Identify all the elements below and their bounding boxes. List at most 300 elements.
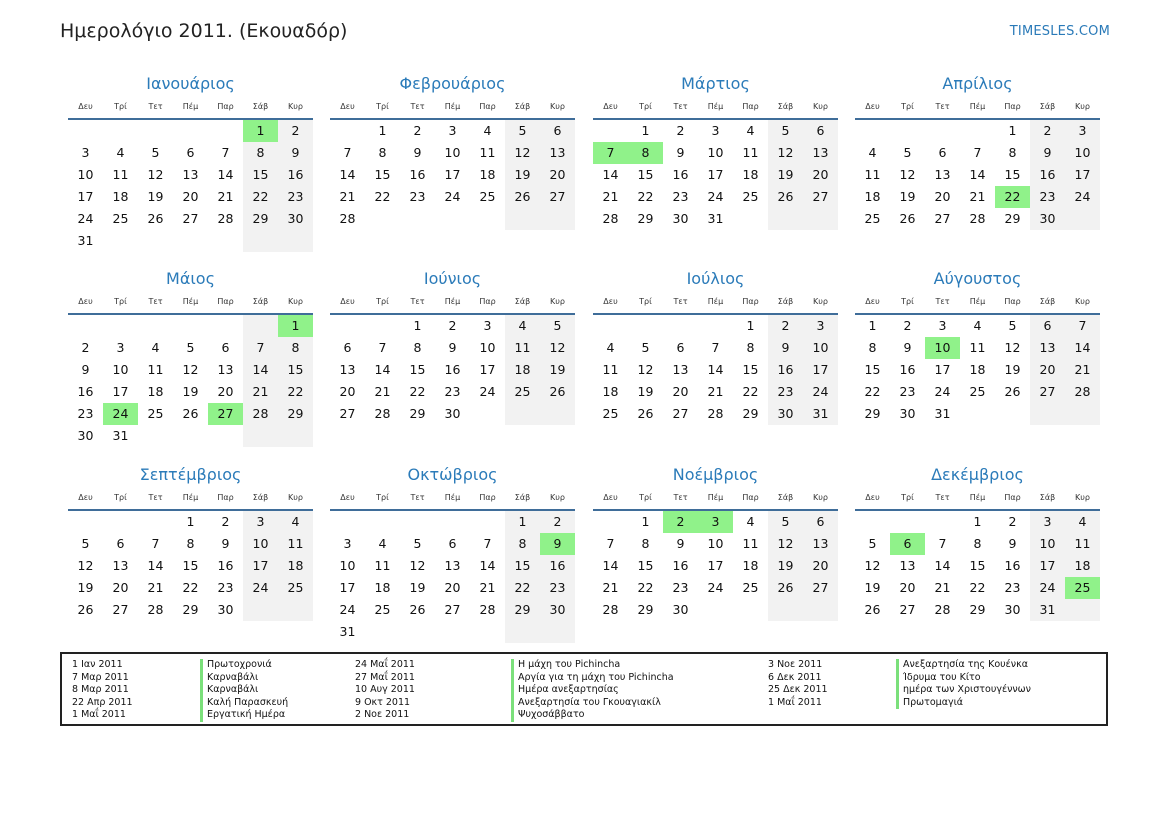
day-cell: 7 (151, 536, 160, 551)
weekday-header: Τετ (410, 297, 425, 306)
empty-cell (540, 403, 575, 425)
day-cell: 16 (672, 167, 689, 182)
day-cell: 14 (217, 167, 234, 182)
day-cell: 9 (903, 340, 912, 355)
weekday-header: Πέμ (969, 493, 986, 502)
day-cell: 2 (81, 340, 90, 355)
month-name: Σεπτέμβριος (139, 465, 242, 484)
empty-cell (505, 621, 540, 643)
day-cell: 30 (672, 602, 689, 617)
empty-cell (768, 599, 803, 621)
day-cell: 14 (374, 362, 391, 377)
day-cell: 15 (1004, 167, 1021, 182)
day-cell: 29 (637, 602, 654, 617)
day-cell: 21 (374, 384, 391, 399)
day-cell: 29 (182, 602, 199, 617)
day-cell: 19 (409, 580, 426, 595)
month-name: Μάιος (166, 269, 215, 288)
weekday-header: Σάβ (1039, 297, 1056, 306)
day-cell: 20 (339, 384, 356, 399)
day-cell: 6 (803, 511, 838, 533)
day-cell: 12 (409, 558, 426, 573)
day-cell: 15 (409, 362, 426, 377)
day-cell: 18 (742, 167, 759, 182)
empty-cell (890, 511, 925, 533)
holiday-day-cell: 27 (208, 403, 243, 425)
day-cell: 1 (413, 318, 422, 333)
weekday-header: Τρί (376, 102, 389, 111)
day-cell: 18 (147, 384, 164, 399)
holiday-date: 25 Δεκ 2011 (768, 684, 828, 696)
holiday-day-cell: 6 (890, 533, 925, 555)
empty-cell (698, 599, 733, 621)
empty-cell (68, 315, 103, 337)
day-cell: 14 (339, 167, 356, 182)
weekday-header: Σάβ (1039, 102, 1056, 111)
holiday-date: 1 Μαΐ 2011 (72, 709, 126, 721)
empty-cell (470, 403, 505, 425)
day-cell: 13 (182, 167, 199, 182)
holiday-day-cell: 22 (995, 186, 1030, 208)
empty-cell (593, 315, 628, 337)
day-cell: 15 (278, 359, 313, 381)
day-cell: 4 (151, 340, 160, 355)
day-cell: 28 (339, 211, 356, 226)
day-cell: 13 (899, 558, 916, 573)
month-block (68, 463, 313, 621)
day-cell: 23 (444, 384, 461, 399)
weekday-header: Πέμ (969, 102, 986, 111)
weekday-header: Τετ (673, 493, 688, 502)
day-cell: 16 (672, 558, 689, 573)
weekday-header: Πέμ (707, 493, 724, 502)
day-cell: 18 (278, 555, 313, 577)
month-name: Μάρτιος (681, 74, 750, 93)
weekday-header: Παρ (217, 493, 234, 502)
day-cell: 18 (505, 359, 540, 381)
day-cell: 18 (1065, 555, 1100, 577)
empty-cell (855, 120, 890, 142)
legend-dates-2 (355, 659, 415, 722)
legend-dates-1 (72, 659, 133, 722)
page-title: Ημερολόγιο 2011. (Εκουαδόρ) (60, 20, 348, 42)
day-cell: 11 (969, 340, 986, 355)
day-cell: 8 (278, 337, 313, 359)
day-cell: 15 (505, 555, 540, 577)
holiday-day-cell: 24 (103, 403, 138, 425)
weekday-header: Δευ (78, 297, 93, 306)
day-cell: 4 (746, 514, 755, 529)
holiday-date: 6 Δεκ 2011 (768, 671, 822, 683)
day-cell: 26 (637, 406, 654, 421)
holiday-name: Αργία για τη μάχη του Pichincha (511, 672, 674, 685)
weekday-header: Δευ (340, 102, 355, 111)
site-link[interactable]: TIMESLES.COM (1009, 24, 1110, 39)
day-cell: 21 (243, 381, 278, 403)
day-cell: 22 (864, 384, 881, 399)
day-cell: 31 (707, 211, 724, 226)
day-cell: 23 (1004, 580, 1021, 595)
day-cell: 19 (1004, 362, 1021, 377)
empty-cell (995, 403, 1030, 425)
day-cell: 1 (746, 318, 755, 333)
day-cell: 30 (672, 211, 689, 226)
day-cell: 7 (973, 145, 982, 160)
day-cell: 24 (1065, 186, 1100, 208)
empty-cell (68, 511, 103, 533)
empty-cell (138, 511, 173, 533)
day-cell: 10 (479, 340, 496, 355)
day-cell: 23 (409, 189, 426, 204)
weekday-header: Τετ (148, 493, 163, 502)
weekday-header: Πέμ (707, 102, 724, 111)
weekday-header: Δευ (865, 493, 880, 502)
empty-cell (855, 511, 890, 533)
weekday-header: Πέμ (969, 297, 986, 306)
day-cell: 15 (864, 362, 881, 377)
day-cell: 28 (934, 602, 951, 617)
day-cell: 12 (147, 167, 164, 182)
empty-cell (698, 315, 733, 337)
day-cell: 25 (278, 577, 313, 599)
empty-cell (138, 425, 173, 447)
weekday-header: Κυρ (288, 493, 303, 502)
weekday-header: Τρί (639, 493, 652, 502)
day-cell: 5 (868, 536, 877, 551)
month-block (855, 463, 1100, 621)
day-cell: 7 (483, 536, 492, 551)
day-cell: 12 (637, 362, 654, 377)
day-cell: 9 (1008, 536, 1017, 551)
empty-cell (733, 208, 768, 230)
day-cell: 16 (444, 362, 461, 377)
holiday-name: Πρωτοχρονιά (200, 659, 288, 672)
empty-cell (733, 599, 768, 621)
day-cell: 2 (1030, 120, 1065, 142)
day-cell: 4 (483, 123, 492, 138)
day-cell: 18 (374, 580, 391, 595)
day-cell: 29 (505, 599, 540, 621)
day-cell: 3 (483, 318, 492, 333)
day-cell: 19 (540, 359, 575, 381)
month-block (330, 463, 575, 643)
day-cell: 22 (278, 381, 313, 403)
day-cell: 20 (899, 580, 916, 595)
weekday-header: Παρ (217, 102, 234, 111)
day-cell: 13 (1030, 337, 1065, 359)
day-cell: 21 (217, 189, 234, 204)
weekday-header: Κυρ (550, 102, 565, 111)
empty-cell (330, 511, 365, 533)
day-cell: 18 (864, 189, 881, 204)
empty-cell (435, 208, 470, 230)
day-cell: 24 (77, 211, 94, 226)
day-cell: 29 (409, 406, 426, 421)
day-cell: 8 (505, 533, 540, 555)
day-cell: 17 (803, 359, 838, 381)
day-cell: 2 (676, 123, 685, 138)
day-cell: 31 (934, 406, 951, 421)
day-cell: 17 (479, 362, 496, 377)
day-cell: 1 (378, 123, 387, 138)
day-cell: 29 (742, 406, 759, 421)
weekday-header: Δευ (865, 297, 880, 306)
weekday-header: Σάβ (777, 493, 794, 502)
day-cell: 23 (672, 189, 689, 204)
holiday-day-cell: 8 (628, 142, 663, 164)
day-cell: 1 (1008, 123, 1017, 138)
day-cell: 21 (1065, 359, 1100, 381)
day-cell: 30 (540, 599, 575, 621)
day-cell: 8 (186, 536, 195, 551)
day-cell: 12 (77, 558, 94, 573)
day-cell: 21 (479, 580, 496, 595)
day-cell: 17 (707, 558, 724, 573)
day-cell: 10 (707, 536, 724, 551)
day-cell: 12 (540, 337, 575, 359)
day-cell: 24 (934, 384, 951, 399)
day-cell: 30 (1004, 602, 1021, 617)
day-cell: 12 (864, 558, 881, 573)
weekday-header: Σάβ (514, 102, 531, 111)
day-cell: 11 (147, 362, 164, 377)
holiday-name: Ανεξαρτησία του Γκουαγιακίλ (511, 697, 674, 710)
day-cell: 3 (243, 511, 278, 533)
empty-cell (365, 511, 400, 533)
day-cell: 30 (278, 208, 313, 230)
weekday-header: Παρ (742, 493, 759, 502)
day-cell: 7 (221, 145, 230, 160)
day-cell: 12 (1004, 340, 1021, 355)
day-cell: 2 (1008, 514, 1017, 529)
day-cell: 3 (81, 145, 90, 160)
weekday-header: Παρ (1004, 493, 1021, 502)
holiday-day-cell: 3 (698, 511, 733, 533)
day-cell: 9 (221, 536, 230, 551)
day-cell: 1 (868, 318, 877, 333)
empty-cell (435, 621, 470, 643)
day-cell: 13 (339, 362, 356, 377)
weekday-header: Τετ (410, 493, 425, 502)
day-cell: 29 (278, 403, 313, 425)
weekday-header: Τρί (639, 297, 652, 306)
day-cell: 27 (672, 406, 689, 421)
day-cell: 7 (378, 340, 387, 355)
weekday-header: Τρί (376, 297, 389, 306)
empty-cell (925, 120, 960, 142)
day-cell: 21 (339, 189, 356, 204)
day-cell: 14 (602, 167, 619, 182)
day-cell: 28 (602, 602, 619, 617)
empty-cell (103, 511, 138, 533)
day-cell: 28 (374, 406, 391, 421)
day-cell: 29 (864, 406, 881, 421)
day-cell: 27 (540, 186, 575, 208)
day-cell: 8 (243, 142, 278, 164)
day-cell: 26 (409, 602, 426, 617)
day-cell: 19 (768, 164, 803, 186)
weekday-header: Πέμ (444, 102, 461, 111)
day-cell: 25 (742, 580, 759, 595)
day-cell: 1 (186, 514, 195, 529)
empty-cell (925, 511, 960, 533)
day-cell: 30 (899, 406, 916, 421)
day-cell: 6 (1030, 315, 1065, 337)
empty-cell (768, 208, 803, 230)
day-cell: 24 (1030, 577, 1065, 599)
weekday-header: Δευ (603, 102, 618, 111)
empty-cell (540, 208, 575, 230)
day-cell: 14 (707, 362, 724, 377)
day-cell: 18 (479, 167, 496, 182)
day-cell: 11 (742, 145, 759, 160)
day-cell: 16 (77, 384, 94, 399)
day-cell: 3 (938, 318, 947, 333)
empty-cell (960, 403, 995, 425)
day-cell: 12 (899, 167, 916, 182)
day-cell: 26 (77, 602, 94, 617)
day-cell: 5 (186, 340, 195, 355)
day-cell: 14 (969, 167, 986, 182)
day-cell: 31 (112, 428, 129, 443)
day-cell: 26 (768, 186, 803, 208)
holiday-name: Ημέρα ανεξαρτησίας (511, 684, 674, 697)
weekday-header: Τρί (114, 493, 127, 502)
empty-cell (470, 621, 505, 643)
day-cell: 26 (540, 381, 575, 403)
weekday-header: Κυρ (550, 493, 565, 502)
day-cell: 2 (448, 318, 457, 333)
day-cell: 13 (934, 167, 951, 182)
day-cell: 4 (606, 340, 615, 355)
day-cell: 20 (672, 384, 689, 399)
weekday-header: Σάβ (777, 102, 794, 111)
empty-cell (330, 315, 365, 337)
empty-cell (243, 230, 278, 252)
day-cell: 18 (742, 558, 759, 573)
day-cell: 5 (151, 145, 160, 160)
day-cell: 14 (243, 359, 278, 381)
weekday-header: Κυρ (288, 297, 303, 306)
day-cell: 17 (243, 555, 278, 577)
weekday-header: Κυρ (813, 102, 828, 111)
weekday-header: Τετ (935, 102, 950, 111)
day-cell: 10 (77, 167, 94, 182)
weekday-header: Παρ (1004, 297, 1021, 306)
weekday-header: Δευ (603, 493, 618, 502)
day-cell: 28 (707, 406, 724, 421)
day-cell: 16 (1004, 558, 1021, 573)
holiday-date: 10 Αυγ 2011 (355, 684, 415, 696)
day-cell: 4 (746, 123, 755, 138)
day-cell: 22 (637, 189, 654, 204)
month-block (330, 267, 575, 425)
day-cell: 20 (934, 189, 951, 204)
weekday-header: Τρί (901, 102, 914, 111)
holiday-date: 27 Μαΐ 2011 (355, 671, 415, 683)
holiday-name: Ανεξαρτησία της Κουένκα (896, 659, 1031, 672)
empty-cell (208, 230, 243, 252)
month-block (68, 267, 313, 447)
day-cell: 18 (602, 384, 619, 399)
weekday-header: Πέμ (444, 493, 461, 502)
day-cell: 25 (112, 211, 129, 226)
empty-cell (365, 208, 400, 230)
day-cell: 24 (339, 602, 356, 617)
day-cell: 10 (339, 558, 356, 573)
day-cell: 6 (186, 145, 195, 160)
holiday-legend (60, 652, 1108, 726)
day-cell: 5 (81, 536, 90, 551)
day-cell: 11 (112, 167, 129, 182)
holiday-day-cell: 9 (540, 533, 575, 555)
holiday-day-cell: 25 (1065, 577, 1100, 599)
day-cell: 25 (147, 406, 164, 421)
day-cell: 30 (217, 602, 234, 617)
weekday-header: Κυρ (1075, 102, 1090, 111)
day-cell: 9 (413, 145, 422, 160)
day-cell: 28 (217, 211, 234, 226)
day-cell: 24 (243, 577, 278, 599)
day-cell: 7 (938, 536, 947, 551)
day-cell: 6 (448, 536, 457, 551)
holiday-name: Καρναβάλι (200, 684, 288, 697)
month-name: Δεκέμβριος (931, 465, 1024, 484)
day-cell: 21 (969, 189, 986, 204)
day-cell: 5 (768, 120, 803, 142)
day-cell: 3 (343, 536, 352, 551)
day-cell: 2 (903, 318, 912, 333)
day-cell: 27 (934, 211, 951, 226)
day-cell: 22 (374, 189, 391, 204)
day-cell: 22 (505, 577, 540, 599)
day-cell: 20 (803, 555, 838, 577)
empty-cell (243, 425, 278, 447)
day-cell: 17 (1030, 555, 1065, 577)
day-cell: 14 (934, 558, 951, 573)
weekday-header: Πέμ (182, 493, 199, 502)
day-cell: 13 (217, 362, 234, 377)
day-cell: 30 (444, 406, 461, 421)
weekday-header: Σάβ (777, 297, 794, 306)
month-block (593, 72, 838, 230)
month-name: Ιανουάριος (146, 74, 235, 93)
day-cell: 19 (147, 189, 164, 204)
legend-names-1 (200, 659, 288, 722)
day-cell: 28 (969, 211, 986, 226)
weekday-header: Πέμ (182, 102, 199, 111)
day-cell: 4 (278, 511, 313, 533)
weekday-header: Παρ (217, 297, 234, 306)
day-cell: 26 (1004, 384, 1021, 399)
day-cell: 9 (676, 145, 685, 160)
holiday-date: 3 Νοε 2011 (768, 659, 823, 670)
empty-cell (470, 511, 505, 533)
day-cell: 27 (803, 577, 838, 599)
day-cell: 14 (602, 558, 619, 573)
day-cell: 5 (540, 315, 575, 337)
empty-cell (330, 120, 365, 142)
holiday-name: Εργατική Ημέρα (200, 709, 288, 722)
weekday-header: Πέμ (707, 297, 724, 306)
day-cell: 10 (112, 362, 129, 377)
empty-cell (278, 230, 313, 252)
day-cell: 24 (707, 580, 724, 595)
day-cell: 25 (374, 602, 391, 617)
weekday-header: Σάβ (252, 297, 269, 306)
day-cell: 20 (540, 164, 575, 186)
day-cell: 8 (1008, 145, 1017, 160)
